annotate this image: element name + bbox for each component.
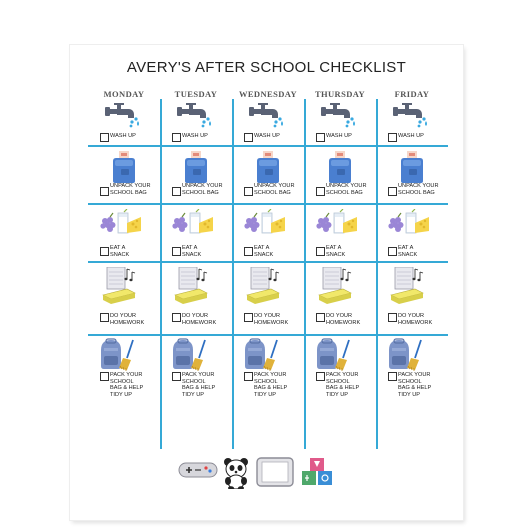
task-label: UNPACK YOUR SCHOOL BAG (182, 183, 223, 196)
checkbox[interactable] (100, 372, 109, 381)
task-label: WASH UP (254, 133, 280, 139)
backpack-broom-icon (170, 338, 210, 372)
checkbox[interactable] (172, 247, 181, 256)
day-header: THURSDAY (314, 89, 366, 99)
task-label: EAT A SNACK (182, 245, 202, 258)
backpack-broom-icon (314, 338, 354, 372)
task-label: WASH UP (398, 133, 424, 139)
footer-icons (178, 455, 358, 489)
checkbox[interactable] (316, 133, 325, 142)
checklist-cell-homework (88, 261, 160, 334)
checklist-cell-wash (88, 99, 160, 145)
snack-icon (388, 209, 432, 235)
school-bag-icon (249, 151, 289, 185)
checkbox[interactable] (100, 187, 109, 196)
checklist-cell-tidy (232, 334, 304, 449)
checkbox[interactable] (172, 187, 181, 196)
task-label: PACK YOUR SCHOOL BAG & HELP TIDY UP (326, 372, 360, 398)
toy-blocks-icon (300, 457, 334, 487)
task-label: PACK YOUR SCHOOL BAG & HELP TIDY UP (110, 372, 144, 398)
backpack-broom-icon (98, 338, 138, 372)
checkbox[interactable] (316, 372, 325, 381)
checkbox[interactable] (100, 313, 109, 322)
checkbox[interactable] (172, 133, 181, 142)
task-label: EAT A SNACK (110, 245, 130, 258)
faucet-icon (103, 103, 143, 131)
day-header: WEDNESDAY (238, 89, 298, 99)
task-label: UNPACK YOUR SCHOOL BAG (254, 183, 295, 196)
task-label: DO YOUR HOMEWORK (398, 313, 433, 326)
checklist-cell-wash (376, 99, 448, 145)
backpack-broom-icon (386, 338, 426, 372)
homework-icon (173, 267, 209, 305)
backpack-broom-icon (242, 338, 282, 372)
day-header: TUESDAY (174, 89, 218, 99)
day-header: MONDAY (103, 89, 145, 99)
checkbox[interactable] (316, 247, 325, 256)
checklist-cell-wash (232, 99, 304, 145)
checklist-cell-bag (232, 145, 304, 203)
checklist-cell-tidy (304, 334, 376, 449)
checklist-cell-bag (304, 145, 376, 203)
checkbox[interactable] (244, 133, 253, 142)
school-bag-icon (177, 151, 217, 185)
school-bag-icon (105, 151, 145, 185)
school-bag-icon (321, 151, 361, 185)
faucet-icon (175, 103, 215, 131)
checklist-grid (88, 99, 448, 449)
checklist-cell-wash (304, 99, 376, 145)
faucet-icon (391, 103, 431, 131)
checklist-cell-tidy (376, 334, 448, 449)
snack-icon (244, 209, 288, 235)
checkbox[interactable] (388, 313, 397, 322)
checklist-cell-snack (376, 203, 448, 261)
task-label: EAT A SNACK (398, 245, 418, 258)
task-label: WASH UP (326, 133, 352, 139)
checklist-cell-homework (232, 261, 304, 334)
checkbox[interactable] (100, 133, 109, 142)
checkbox[interactable] (388, 187, 397, 196)
checkbox[interactable] (172, 313, 181, 322)
checklist-cell-bag (88, 145, 160, 203)
checklist-cell-homework (376, 261, 448, 334)
checklist-cell-snack (88, 203, 160, 261)
checkbox[interactable] (244, 247, 253, 256)
checklist-notepad (70, 45, 463, 520)
task-label: EAT A SNACK (254, 245, 274, 258)
task-label: PACK YOUR SCHOOL BAG & HELP TIDY UP (398, 372, 432, 398)
checklist-cell-snack (160, 203, 232, 261)
checklist-cell-snack (232, 203, 304, 261)
checklist-cell-tidy (88, 334, 160, 449)
checkbox[interactable] (316, 313, 325, 322)
checkbox[interactable] (172, 372, 181, 381)
day-header-row (88, 89, 448, 99)
checklist-cell-tidy (160, 334, 232, 449)
task-label: DO YOUR HOMEWORK (182, 313, 217, 326)
checklist-cell-homework (160, 261, 232, 334)
task-label: PACK YOUR SCHOOL BAG & HELP TIDY UP (182, 372, 216, 398)
homework-icon (245, 267, 281, 305)
checkbox[interactable] (100, 247, 109, 256)
homework-icon (101, 267, 137, 305)
checklist-cell-bag (376, 145, 448, 203)
task-label: WASH UP (110, 133, 136, 139)
snack-icon (172, 209, 216, 235)
homework-icon (317, 267, 353, 305)
day-header: FRIDAY (394, 89, 430, 99)
checkbox[interactable] (388, 133, 397, 142)
checkbox[interactable] (316, 187, 325, 196)
task-label: DO YOUR HOMEWORK (326, 313, 361, 326)
panda-icon (222, 457, 250, 489)
checkbox[interactable] (244, 313, 253, 322)
checkbox[interactable] (388, 247, 397, 256)
checkbox[interactable] (388, 372, 397, 381)
faucet-icon (319, 103, 359, 131)
task-label: WASH UP (182, 133, 208, 139)
snack-icon (316, 209, 360, 235)
snack-icon (100, 209, 144, 235)
task-label: PACK YOUR SCHOOL BAG & HELP TIDY UP (254, 372, 288, 398)
checkbox[interactable] (244, 187, 253, 196)
school-bag-icon (393, 151, 433, 185)
game-controller-icon (178, 457, 218, 483)
task-label: DO YOUR HOMEWORK (110, 313, 145, 326)
checklist-cell-snack (304, 203, 376, 261)
checklist-cell-wash (160, 99, 232, 145)
checkbox[interactable] (244, 372, 253, 381)
homework-icon (389, 267, 425, 305)
task-label: UNPACK YOUR SCHOOL BAG (326, 183, 367, 196)
faucet-icon (247, 103, 287, 131)
task-label: EAT A SNACK (326, 245, 346, 258)
checklist-cell-homework (304, 261, 376, 334)
task-label: DO YOUR HOMEWORK (254, 313, 289, 326)
checklist-title: AVERY'S AFTER SCHOOL CHECKLIST (126, 59, 407, 76)
checklist-cell-bag (160, 145, 232, 203)
task-label: UNPACK YOUR SCHOOL BAG (398, 183, 439, 196)
tablet-icon (256, 457, 294, 487)
task-label: UNPACK YOUR SCHOOL BAG (110, 183, 151, 196)
